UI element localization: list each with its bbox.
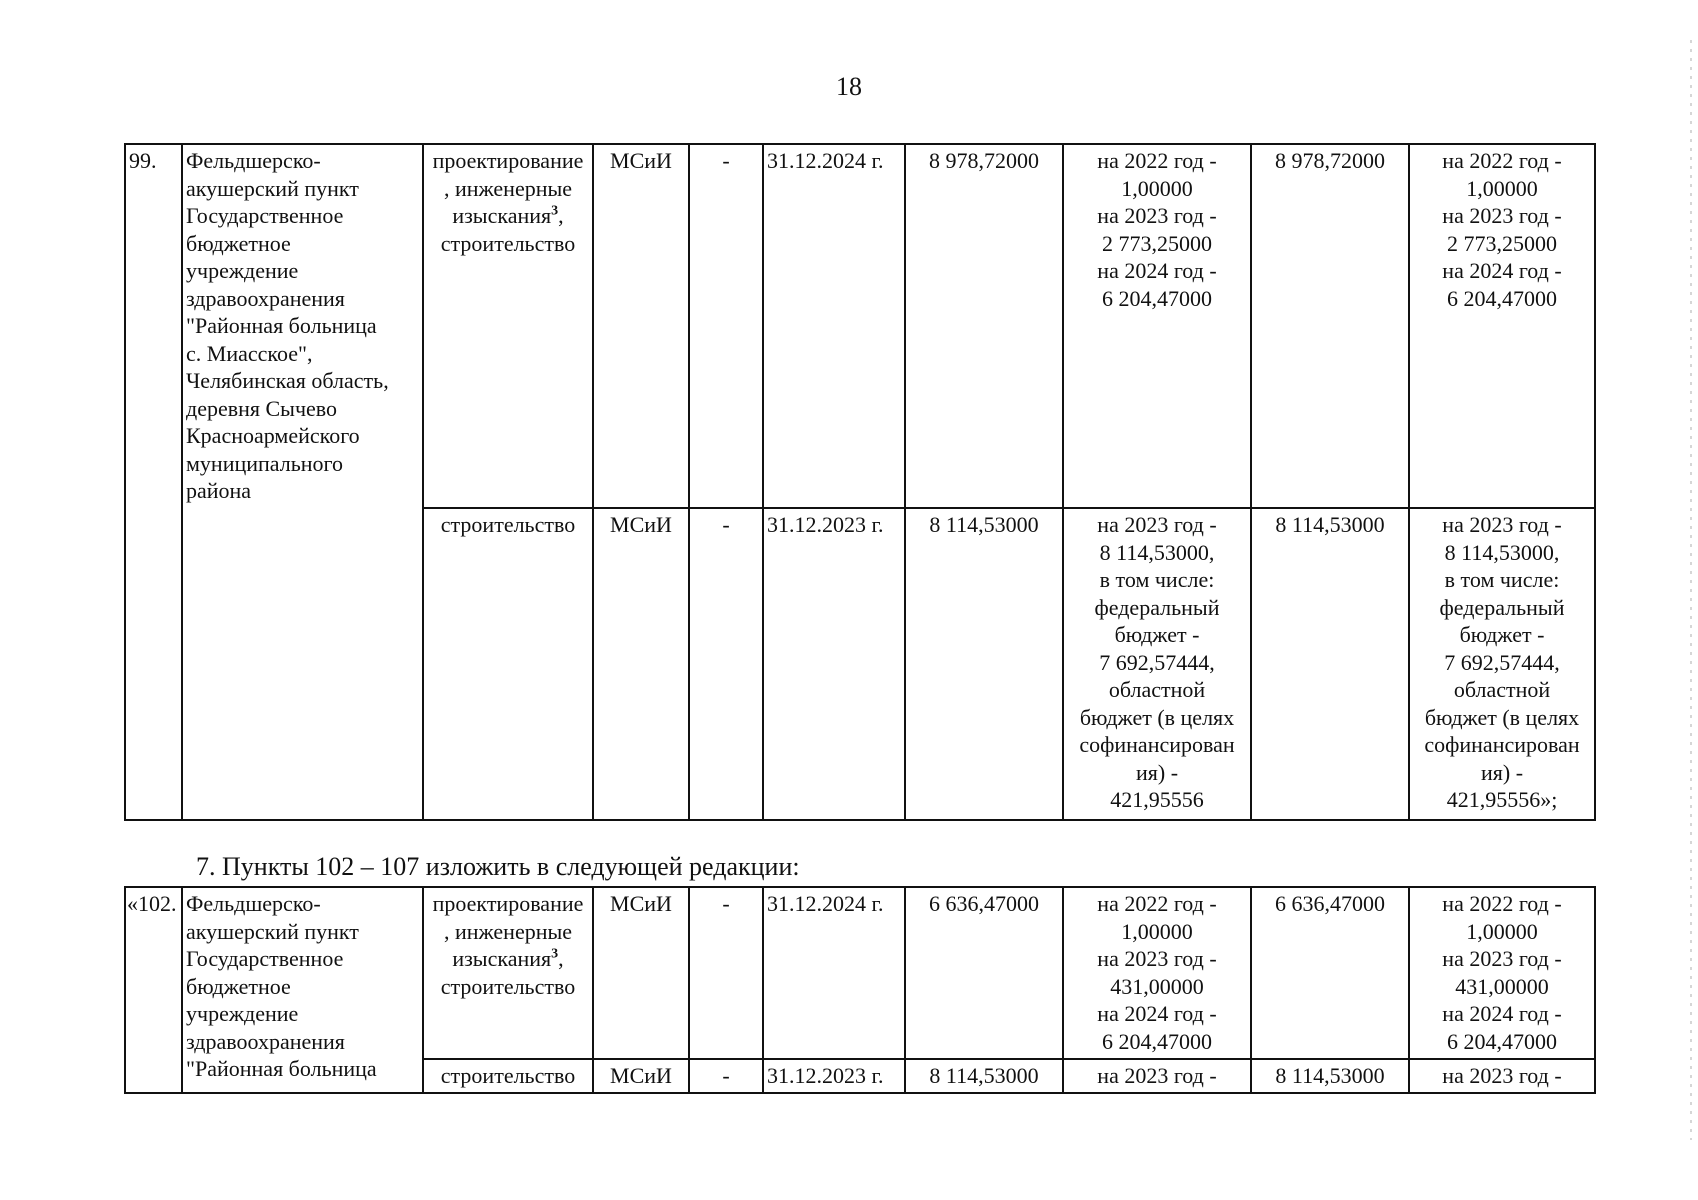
objects-table-item-99 (124, 143, 1596, 821)
item-number-cell: «102. (125, 887, 182, 1093)
item-number-cell: 99. (125, 144, 182, 820)
work-type-cell: строительство (423, 1059, 593, 1093)
agency-cell: МСиИ (593, 508, 689, 820)
object-name-cell: Фельдшерско- акушерский пункт Государственное бюджетное учреждение здравоохранения "Районная больница (182, 887, 423, 1093)
dash-cell: - (689, 508, 763, 820)
scan-margin-artifact (1690, 40, 1692, 1140)
footnote-marker: 3 (551, 946, 559, 962)
cost-cell: 8 114,53000 (905, 1059, 1063, 1093)
page-number: 18 (836, 72, 862, 101)
agency-cell: МСиИ (593, 887, 689, 1059)
dash-cell: - (689, 887, 763, 1059)
amendment-paragraph: 7. Пункты 102 – 107 изложить в следующей редакции: (196, 852, 800, 881)
object-name-cell: Фельдшерско- акушерский пункт Государственное бюджетное учреждение здравоохранения "Районная больница с. Миасское", Челябинская область, деревня Сычево Красноармейского муниципального района (182, 144, 423, 820)
deadline-cell: 31.12.2023 г. (763, 508, 905, 820)
deadline-cell: 31.12.2024 г. (763, 887, 905, 1059)
footnote-marker: 3 (551, 203, 559, 219)
work-type-cell: проектирование , инженерные изыскания$^3$, строительство (423, 144, 593, 508)
by-year-cell-2: на 2022 год - 1,00000 на 2023 год - 2 773,25000 на 2024 год - 6 204,47000 (1409, 144, 1595, 508)
deadline-cell: 31.12.2024 г. (763, 144, 905, 508)
dash-cell: - (689, 1059, 763, 1093)
objects-table-item-102 (124, 886, 1596, 1094)
deadline-cell: 31.12.2023 г. (763, 1059, 905, 1093)
by-year-cell: на 2022 год - 1,00000 на 2023 год - 2 773,25000 на 2024 год - 6 204,47000 (1063, 144, 1251, 508)
by-year-cell: на 2022 год - 1,00000 на 2023 год - 431,00000 на 2024 год - 6 204,47000 (1063, 887, 1251, 1059)
by-year-cell: на 2023 год - (1063, 1059, 1251, 1093)
cost-cell: 8 114,53000 (905, 508, 1063, 820)
work-type-cell: проектирование , инженерные изыскания$^3$, строительство (423, 887, 593, 1059)
cost-cell-2: 8 114,53000 (1251, 1059, 1409, 1093)
table-row (125, 144, 1595, 508)
cost-cell: 6 636,47000 (905, 887, 1063, 1059)
by-year-cell: на 2023 год - 8 114,53000, в том числе: федеральный бюджет - 7 692,57444, областной бюджет (в целях софинансирован ия) - 421,95556 (1063, 508, 1251, 820)
dash-cell: - (689, 144, 763, 508)
by-year-cell-2: на 2023 год - (1409, 1059, 1595, 1093)
cost-cell-2: 8 114,53000 (1251, 508, 1409, 820)
by-year-cell-2: на 2023 год - 8 114,53000, в том числе: федеральный бюджет - 7 692,57444, областной бюджет (в целях софинансирован ия) - 421,95556»; (1409, 508, 1595, 820)
cost-cell: 8 978,72000 (905, 144, 1063, 508)
agency-cell: МСиИ (593, 144, 689, 508)
agency-cell: МСиИ (593, 1059, 689, 1093)
cost-cell-2: 6 636,47000 (1251, 887, 1409, 1059)
table-row (125, 887, 1595, 1059)
cost-cell-2: 8 978,72000 (1251, 144, 1409, 508)
work-type-cell: строительство (423, 508, 593, 820)
by-year-cell-2: на 2022 год - 1,00000 на 2023 год - 431,00000 на 2024 год - 6 204,47000 (1409, 887, 1595, 1059)
